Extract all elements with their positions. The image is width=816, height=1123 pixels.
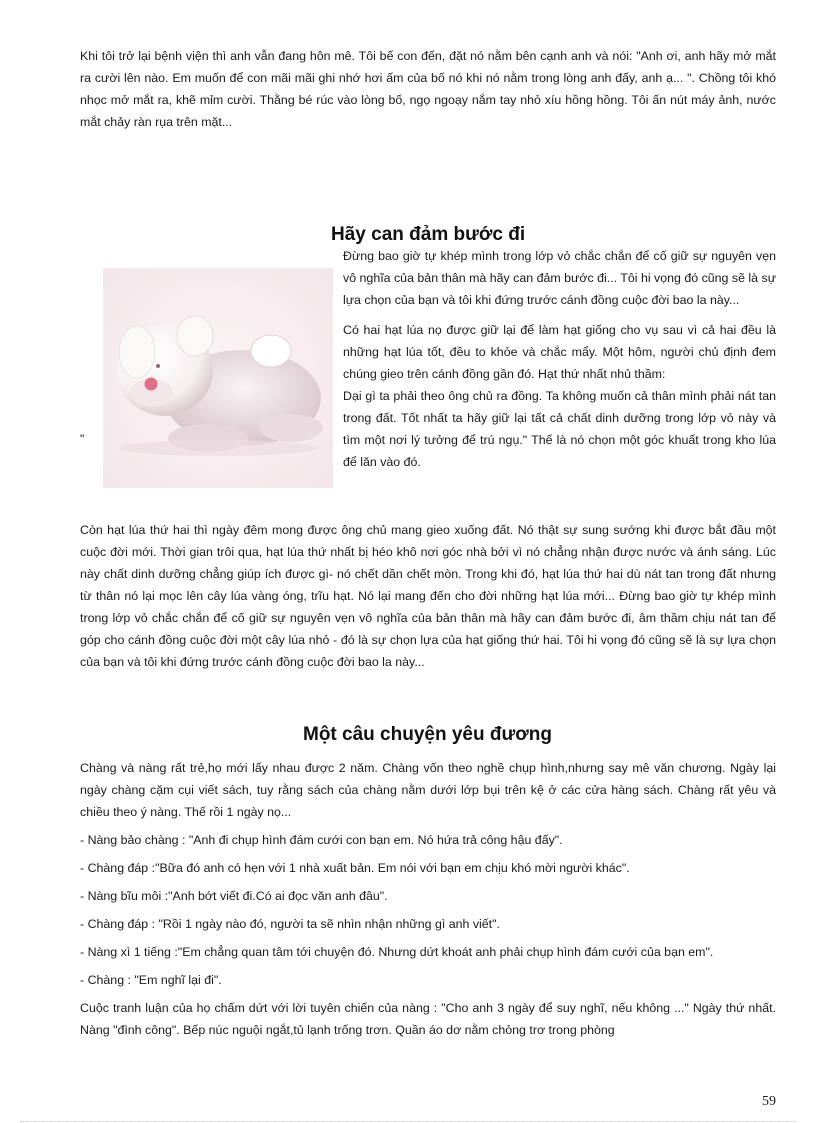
courage-paragraph-3: Dại gì ta phải theo ông chủ ra đồng. Ta không muốn cả thân mình phải nát tan trong đất. Tốt nhất ta hãy giữ lại tất cả chất dinh dưỡng trong lớp vỏ này và tìm một nơi lý tưởng để trú ngụ." Thế là nó chọn một góc khuất trong kho lúa để lăn vào đó. (343, 389, 776, 469)
dialogue-line: - Chàng đáp :"Bữa đó anh có hẹn với 1 nhà xuất bản. Em nói với bạn em chịu khó mời người khác". (80, 861, 630, 875)
dialogue-line: - Chàng đáp : "Rồi 1 ngày nào đó, người ta sẽ nhìn nhận những gì anh viết". (80, 917, 500, 931)
courage-section (80, 245, 776, 488)
courage-continuation (80, 519, 776, 673)
courage-paragraph-1: Đừng bao giờ tự khép mình trong lớp vỏ chắc chắn để cố giữ sự nguyên vẹn vô nghĩa của bản thân mà hãy can đảm bước đi... Tôi hi vọng đó cũng sẽ là sự lựa chọn của bạn và tôi khi đứng trước cánh đồng cuộc đời bao la này... (343, 249, 776, 307)
plush-puppy-illustration (103, 268, 333, 488)
courage-paragraph-4: Còn hạt lúa thứ hai thì ngày đêm mong được ông chủ mang gieo xuống đất. Nó thật sự sung sướng khi được bắt đầu một cuộc đời mới. Thời gian trôi qua, hạt lúa thứ nhất bị héo khô nơi góc nhà bởi vì nó chẳng nhận được nước và ánh sáng. Lúc này chất dinh dưỡng chẳng giúp ích được gì- nó chết dần chết mòn. Trong khi đó, hạt lúa thứ hai dù nát tan trong đất nhưng từ thân nó lại mọc lên cây lúa vàng óng, trĩu hạt. Nó lại mang đến cho đời những hạt lúa mới... Đừng bao giờ tự khép mình trong lớp vỏ chắc chắn để cố giữ sự nguyên vẹn vô nghĩa của bản thân mà hãy can đảm bước đi, âm thầm chịu nát tan để góp cho cánh đồng cuộc đời một cây lúa nhỏ - đó là sự chọn lựa của hạt giống thứ hai. Tôi hi vọng đó cũng sẽ là sự lựa chọn của bạn và tôi khi đứng trước cánh đồng cuộc đời bao la này... (80, 523, 776, 669)
section-title-courage: Hãy can đảm bước đi (331, 224, 526, 245)
stray-quote-mark: " (80, 432, 85, 446)
dialogue-line: - Nàng bĩu môi :"Anh bớt viết đi.Có ai đọc văn anh đâu". (80, 889, 388, 903)
page-bottom-rule (20, 1121, 796, 1122)
love-story-section (80, 757, 776, 1047)
dialogue-line: - Nàng xì 1 tiếng :"Em chẳng quan tâm tới chuyện đó. Nhưng dứt khoát anh phải chụp hình đám cưới của bạn em". (80, 945, 714, 959)
intro-paragraph: Khi tôi trở lại bệnh viện thì anh vẫn đang hôn mê. Tôi bế con đến, đặt nó nằm bên cạnh anh và nói: "Anh ơi, anh hãy mở mắt ra cười lên nào. Em muốn để con mãi mãi ghi nhớ hơi ấm của bố nó khi nó nằm trong lòng anh đấy, anh ạ... ". Chồng tôi khó nhọc mở mắt ra, khẽ mỉm cười. Thằng bé rúc vào lòng bố, ngọ ngoạy nắm tay nhỏ xíu hồng hồng. Tôi ấn nút máy ảnh, nước mắt chảy ràn rụa trên mặt... (80, 49, 776, 129)
story-paragraph: Cuộc tranh luận của họ chấm dứt với lời tuyên chiến của nàng : "Cho anh 3 ngày để suy nghĩ, nếu không ..." Ngày thứ nhất. Nàng "đình công". Bếp núc nguội ngắt,tủ lạnh trống trơn. Quần áo dơ nằm chỏng trơ trong phòng (80, 1001, 776, 1037)
section-title-love-story: Một câu chuyện yêu đương (303, 724, 552, 745)
intro-section (80, 45, 776, 133)
page-number: 59 (762, 1094, 776, 1109)
story-paragraph: Chàng và nàng rất trẻ,họ mới lấy nhau được 2 năm. Chàng vốn theo nghề chụp hình,nhưng say mê văn chương. Ngày lại ngày chàng cặm cụi viết sách, tuy rằng sách của chàng nằm dưới lớp bụi trên kệ ở các cửa hàng sách. Chàng rất yêu và chiều theo ý nàng. Thế rồi 1 ngày nọ... (80, 761, 776, 819)
dialogue-line: - Nàng bảo chàng : "Anh đi chụp hình đám cưới con bạn em. Nó hứa trả công hậu đấy". (80, 833, 563, 847)
dialogue-line: - Chàng : "Em nghĩ lại đi". (80, 973, 222, 987)
plush-puppy-icon (103, 268, 333, 488)
courage-paragraph-2: Có hai hạt lúa nọ được giữ lại để làm hạt giống cho vụ sau vì cả hai đều là những hạt lúa tốt, đều to khỏe và chắc mẩy. Một hôm, người chủ định đem chúng gieo trên cánh đồng gần đó. Hạt thứ nhất nhủ thầm: (343, 323, 776, 381)
